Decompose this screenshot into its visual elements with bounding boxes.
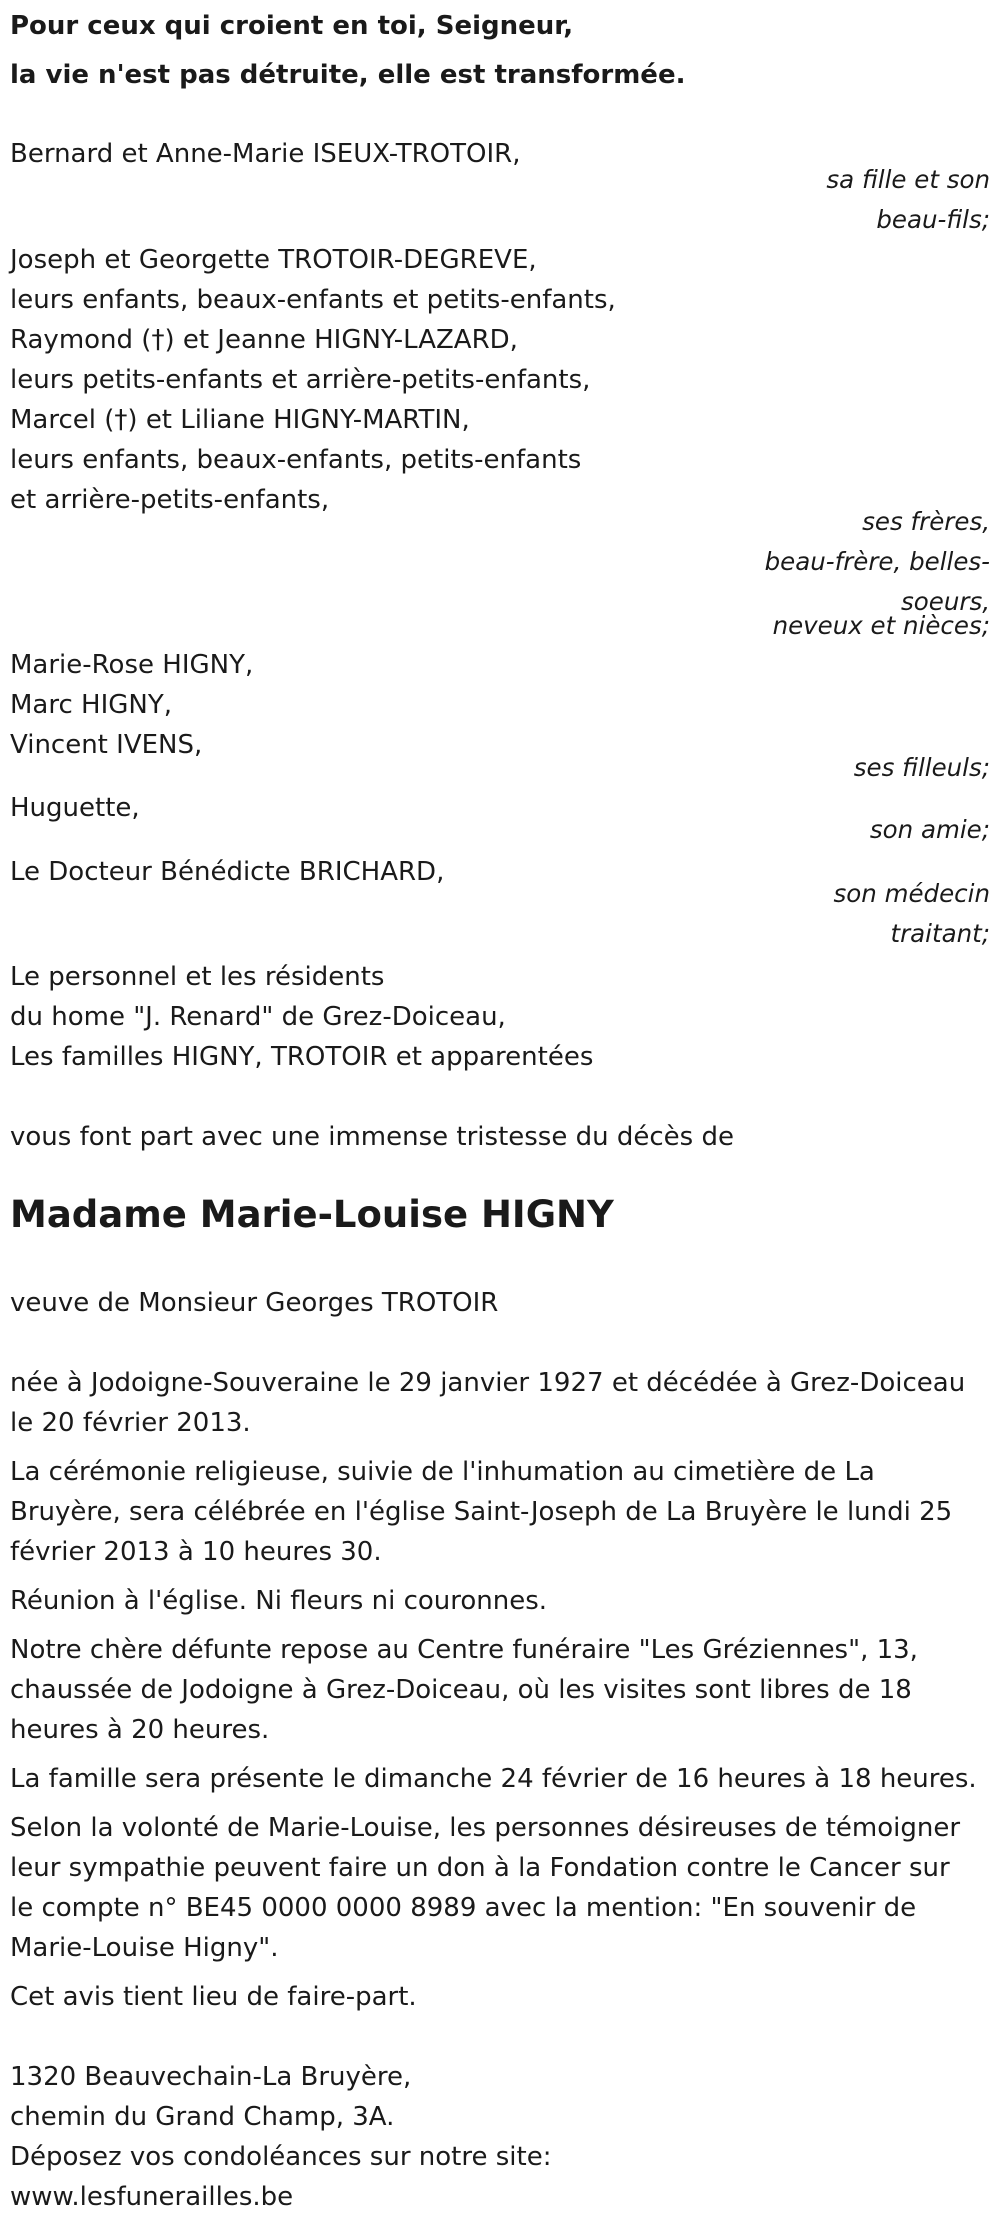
- family-relation: ses frères,: [862, 507, 990, 536]
- address-line: chemin du Grand Champ, 3A.: [10, 2102, 395, 2132]
- family-relation: beau-frère, belles-: [764, 547, 990, 576]
- announcement: vous font part avec une immense tristesse du décès de: [10, 1122, 734, 1152]
- family-line: Huguette,: [10, 793, 140, 823]
- ceremony-line: février 2013 à 10 heures 30.: [10, 1537, 382, 1567]
- family-line: Vincent IVENS,: [10, 730, 203, 760]
- family-line: leurs enfants, beaux-enfants et petits-enfants,: [10, 285, 616, 315]
- family-line: Marc HIGNY,: [10, 690, 173, 720]
- family-line: Le Docteur Bénédicte BRICHARD,: [10, 857, 445, 887]
- family-line: Marie-Rose HIGNY,: [10, 650, 254, 680]
- website-link[interactable]: www.lesfunerailles.be: [10, 2182, 294, 2212]
- repose-line: heures à 20 heures.: [10, 1715, 270, 1745]
- family-line: et arrière-petits-enfants,: [10, 485, 330, 515]
- deceased-name: Madame Marie-Louise HIGNY: [10, 1193, 614, 1236]
- family-line: Marcel (†) et Liliane HIGNY-MARTIN,: [10, 405, 470, 435]
- repose-line: Notre chère défunte repose au Centre funéraire "Les Gréziennes", 13,: [10, 1635, 918, 1665]
- family-relation: neveux et nièces;: [772, 611, 990, 640]
- ceremony-line: Bruyère, sera célébrée en l'église Saint-Joseph de La Bruyère le lundi 25: [10, 1497, 953, 1527]
- family-relation: beau-fils;: [876, 205, 990, 234]
- family-line: leurs enfants, beaux-enfants, petits-enfants: [10, 445, 582, 475]
- family-line: Les familles HIGNY, TROTOIR et apparentées: [10, 1042, 594, 1072]
- family-relation: sa fille et son: [826, 165, 990, 194]
- family-line: Le personnel et les résidents: [10, 962, 385, 992]
- family-relation: son amie;: [869, 815, 990, 844]
- header-line-1: Pour ceux qui croient en toi, Seigneur,: [10, 11, 574, 41]
- widow-of: veuve de Monsieur Georges TROTOIR: [10, 1288, 499, 1318]
- donation-line: le compte n° BE45 0000 0000 8989 avec la mention: "En souvenir de: [10, 1893, 917, 1923]
- faire-part-note: Cet avis tient lieu de faire-part.: [10, 1982, 417, 2012]
- family-relation: son médecin: [833, 879, 990, 908]
- family-line: Joseph et Georgette TROTOIR-DEGREVE,: [10, 245, 537, 275]
- address-line: Déposez vos condoléances sur notre site:: [10, 2142, 552, 2172]
- repose-line: chaussée de Jodoigne à Grez-Doiceau, où les visites sont libres de 18: [10, 1675, 912, 1705]
- family-relation: ses filleuls;: [853, 753, 990, 782]
- donation-line: Marie-Louise Higny".: [10, 1933, 279, 1963]
- header-line-2: la vie n'est pas détruite, elle est transformée.: [10, 60, 686, 90]
- family-line: du home "J. Renard" de Grez-Doiceau,: [10, 1002, 506, 1032]
- address-line: 1320 Beauvechain-La Bruyère,: [10, 2062, 412, 2092]
- family-line: Raymond (†) et Jeanne HIGNY-LAZARD,: [10, 325, 518, 355]
- birth-death-line: le 20 février 2013.: [10, 1408, 251, 1438]
- donation-line: leur sympathie peuvent faire un don à la Fondation contre le Cancer sur: [10, 1853, 950, 1883]
- birth-death-line: née à Jodoigne-Souveraine le 29 janvier 1927 et décédée à Grez-Doiceau: [10, 1368, 966, 1398]
- reunion-text: Réunion à l'église. Ni fleurs ni couronnes.: [10, 1586, 548, 1616]
- family-line: leurs petits-enfants et arrière-petits-enfants,: [10, 365, 591, 395]
- donation-line: Selon la volonté de Marie-Louise, les personnes désireuses de témoigner: [10, 1813, 961, 1843]
- family-names: Bernard et Anne-Marie ISEUX-TROTOIR,: [10, 139, 521, 169]
- family-relation: soeurs,: [901, 587, 990, 616]
- family-relation: traitant;: [890, 919, 990, 948]
- ceremony-line: La cérémonie religieuse, suivie de l'inhumation au cimetière de La: [10, 1457, 875, 1487]
- family-presence: La famille sera présente le dimanche 24 février de 16 heures à 18 heures.: [10, 1764, 977, 1794]
